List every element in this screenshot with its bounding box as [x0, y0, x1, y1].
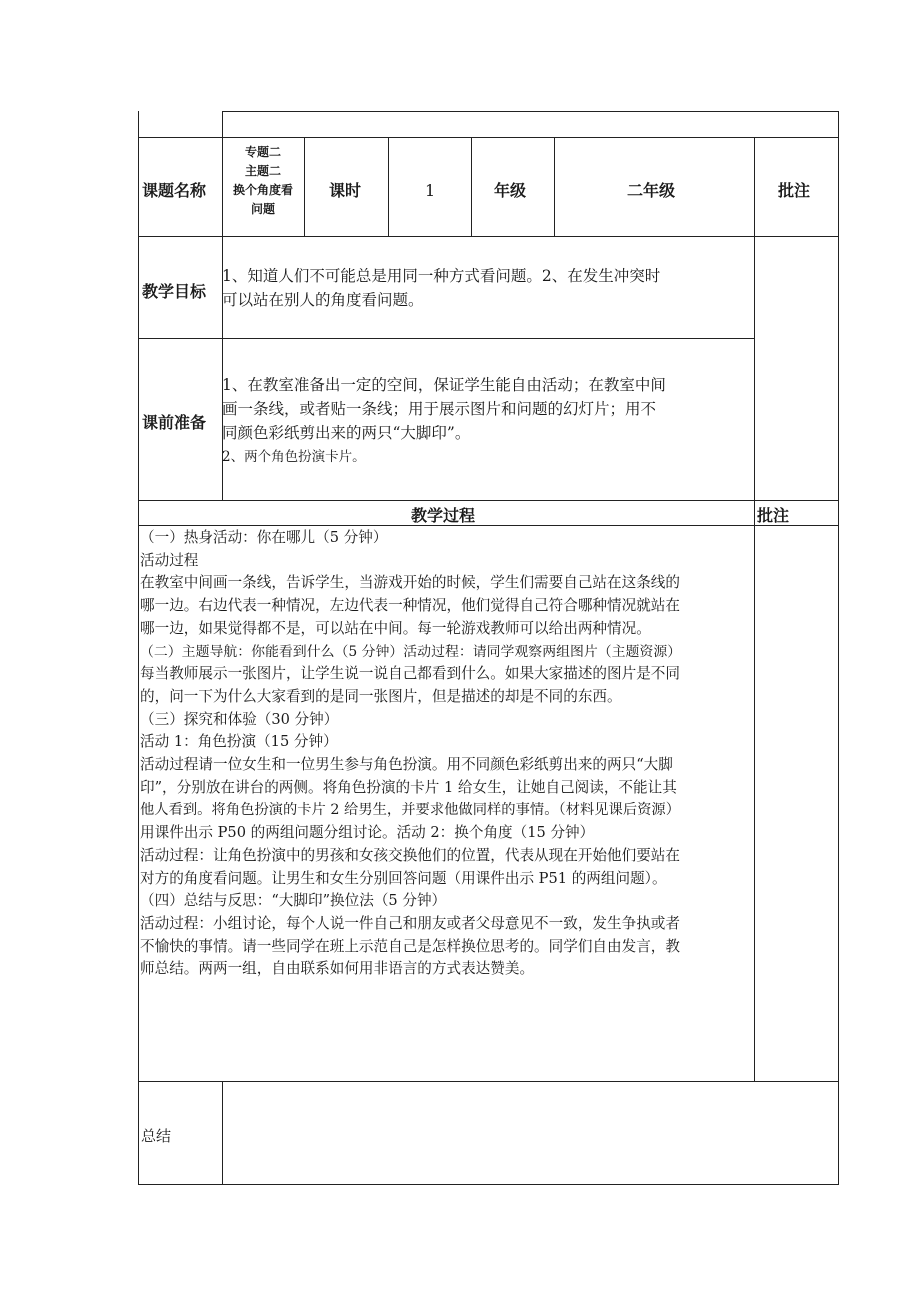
process-line: 活动过程：让角色扮演中的男孩和女孩交换他们的位置，代表从现在开始他们要站在 — [140, 846, 680, 864]
subject-value — [224, 143, 302, 219]
grid-line — [138, 500, 838, 501]
grid-line — [222, 111, 838, 112]
objectives-line: 1、知道人们不可能总是用同一种方式看问题。2、在发生冲突时 — [222, 267, 661, 285]
grid-line — [138, 1184, 838, 1185]
grid-line — [554, 137, 555, 237]
process-line: 师总结。两两一组，自由联系如何用非语言的方式表达赞美。 — [140, 960, 535, 978]
process-line: 活动过程：小组讨论，每个人说一件自己和朋友或者父母意见不一致，发生争执或者 — [140, 914, 680, 932]
objectives-text — [222, 264, 660, 312]
subject-value-line: 专题二 — [244, 145, 281, 159]
grid-line — [138, 111, 139, 1185]
grade-label: 年级 — [494, 181, 527, 200]
process-line: （二）主题导航：你能看到什么（5 分钟）活动过程：请同学观察两组图片（主题资源） — [140, 643, 682, 660]
process-title: 教学过程 — [411, 506, 476, 525]
process-content — [140, 527, 681, 981]
process-line: 的，问一下为什么大家看到的是同一张图片，但是描述的却是不同的东西。 — [140, 687, 622, 705]
grid-line — [222, 1081, 223, 1185]
preparation-line: 2、两个角色扮演卡片。 — [222, 449, 366, 465]
process-line: 印”，分别放在讲台的两侧。将角色扮演的卡片 1 给女生，让她自己阅读，不能让其 — [140, 778, 677, 796]
subject-label: 课题名称 — [142, 181, 207, 200]
process-line: 用课件出示 P50 的两组问题分组讨论。活动 2：换个角度（15 分钟） — [140, 824, 595, 842]
process-line: 活动 1：角色扮演（15 分钟） — [140, 733, 338, 751]
summary-label: 总结 — [141, 1127, 172, 1145]
grid-line — [754, 137, 755, 1082]
grid-line — [838, 111, 839, 1185]
process-line: 每当教师展示一张图片，让学生说一说自己都看到什么。如果大家描述的图片是不同 — [140, 665, 680, 683]
grid-line — [471, 137, 472, 237]
grade-value: 二年级 — [627, 181, 676, 200]
preparation-line: 画一条线，或者贴一条线；用于展示图片和问题的幻灯片；用不 — [222, 400, 657, 418]
process-line: 他人看到。将角色扮演的卡片 2 给男生，并要求他做同样的事情。（材料见课后资源） — [140, 802, 681, 819]
objectives-line: 可以站在别人的角度看问题。 — [222, 291, 424, 309]
process-line: 活动过程请一位女生和一位男生参与角色扮演。用不同颜色彩纸剪出来的两只“大脚 — [140, 756, 673, 774]
grid-line — [304, 137, 305, 237]
process-line: 哪一边。右边代表一种情况，左边代表一种情况，他们觉得自己符合哪种情况就站在 — [140, 597, 680, 615]
process-line: （三）探究和体验（30 分钟） — [140, 710, 339, 728]
preparation-text — [222, 373, 666, 469]
objectives-label: 教学目标 — [142, 282, 207, 301]
grid-line — [138, 236, 838, 237]
notes-label: 批注 — [778, 181, 811, 200]
grid-line — [138, 1081, 838, 1082]
subject-value-line: 换个角度看 — [232, 183, 293, 197]
period-label: 课时 — [329, 181, 362, 200]
preparation-label: 课前准备 — [142, 413, 207, 432]
subject-value-line: 主题二 — [244, 164, 281, 178]
preparation-line: 1、在教室准备出一定的空间，保证学生能自由活动；在教室中间 — [222, 376, 666, 394]
process-line: 活动过程 — [140, 551, 199, 569]
subject-value-line: 问题 — [250, 202, 275, 216]
process-notes-label: 批注 — [757, 506, 790, 525]
period-value: 1 — [425, 181, 436, 200]
process-line: 哪一边，如果觉得都不是，可以站在中间。每一轮游戏教师可以给出两种情况。 — [140, 619, 651, 637]
process-line: 对方的角度看问题。让男生和女生分别回答问题（用课件出示 P51 的两组问题）。 — [140, 869, 667, 887]
preparation-line: 同颜色彩纸剪出来的两只“大脚印”。 — [222, 424, 471, 442]
process-line: 不愉快的事情。请一些同学在班上示范自己是怎样换位思考的。同学们自由发言，教 — [140, 937, 680, 955]
grid-line — [138, 137, 838, 138]
process-line: （一）热身活动：你在哪儿（5 分钟） — [140, 529, 388, 546]
grid-line — [138, 338, 754, 339]
process-line: （四）总结与反思：“大脚印”换位法（5 分钟） — [140, 892, 447, 910]
process-line: 在教室中间画一条线，告诉学生，当游戏开始的时候，学生们需要自己站在这条线的 — [140, 574, 680, 592]
grid-line — [388, 137, 389, 237]
grid-line — [138, 525, 838, 526]
